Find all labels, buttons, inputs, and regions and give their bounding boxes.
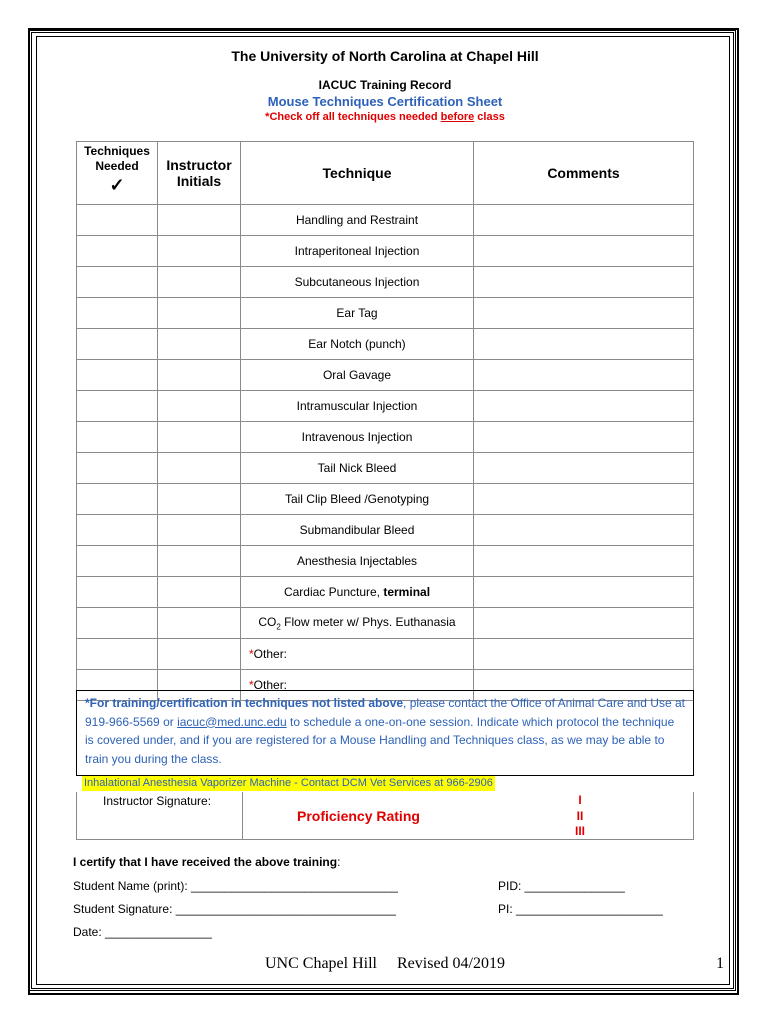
needed-checkbox-cell[interactable] [77, 360, 158, 391]
table-row [77, 453, 694, 484]
technique-cell: *Other: [241, 670, 474, 701]
needed-checkbox-cell[interactable] [77, 422, 158, 453]
comments-cell[interactable] [474, 639, 694, 670]
table-row [77, 236, 694, 267]
university-title: The University of North Carolina at Chapel Hill [231, 48, 539, 64]
table-row [77, 422, 694, 453]
comments-cell[interactable] [474, 298, 694, 329]
col-needed-header: Techniques Needed ✓ [77, 142, 158, 205]
level-1: I [578, 793, 582, 807]
technique-cell: Tail Clip Bleed /Genotyping [241, 484, 474, 515]
initials-cell[interactable] [158, 205, 241, 236]
footer-text: UNC Chapel Hill Revised 04/2019 [265, 955, 505, 972]
needed-checkbox-cell[interactable] [77, 577, 158, 608]
needed-checkbox-cell[interactable] [77, 391, 158, 422]
technique-cell: Intramuscular Injection [241, 391, 474, 422]
needed-checkbox-cell[interactable] [77, 608, 158, 639]
comments-cell[interactable] [474, 205, 694, 236]
sheet-title: Mouse Techniques Certification Sheet [267, 94, 503, 109]
col-comments-header: Comments [474, 142, 694, 205]
level-3: III [574, 824, 585, 838]
proficiency-levels [560, 793, 600, 840]
checkmark-icon: ✓ [109, 175, 125, 195]
table-row [77, 267, 694, 298]
pi-field[interactable]: PI: ______________________ [498, 902, 663, 916]
comments-cell[interactable] [474, 422, 694, 453]
instructor-signature-label: Instructor Signature: [103, 794, 212, 808]
needed-checkbox-cell[interactable] [77, 236, 158, 267]
training-note: *For training/certification in techniques not listed above, please contact the Office of Animal Care and Use at 919-966-5569 or iacuc@med.unc.edu to schedule a one-on-one session. Indicate which protocol the technique is covered under, and if you are registered for a Mouse Handling and Techniques class, as we may be able to train you during the class. [76, 690, 694, 776]
technique-cell: Ear Tag [241, 298, 474, 329]
needed-checkbox-cell[interactable] [77, 484, 158, 515]
table-row [77, 577, 694, 608]
comments-cell[interactable] [474, 236, 694, 267]
comments-cell[interactable] [474, 515, 694, 546]
table-header-row [77, 142, 694, 205]
record-title: IACUC Training Record [318, 78, 452, 92]
student-name-field[interactable]: Student Name (print): _______________________________ [73, 879, 398, 893]
initials-cell[interactable] [158, 546, 241, 577]
comments-cell[interactable] [474, 267, 694, 298]
comments-cell[interactable] [474, 484, 694, 515]
table-row [77, 546, 694, 577]
comments-cell[interactable] [474, 608, 694, 639]
col-initials-header: Instructor Initials [158, 142, 241, 205]
initials-cell[interactable] [158, 329, 241, 360]
techniques-table [76, 141, 694, 701]
initials-cell[interactable] [158, 391, 241, 422]
technique-cell: Intravenous Injection [241, 422, 474, 453]
table-row [77, 391, 694, 422]
technique-cell: Subcutaneous Injection [241, 267, 474, 298]
technique-cell: Ear Notch (punch) [241, 329, 474, 360]
technique-cell: $CO_2$ Flow meter w/ Phys. Euthanasia [241, 608, 474, 639]
initials-cell[interactable] [158, 360, 241, 391]
instruction: *Check off all techniques needed before class [265, 111, 505, 123]
date-field[interactable]: Date: ________________ [73, 925, 212, 939]
page-number: 1 [716, 955, 724, 972]
proficiency-rating: Proficiency Rating [297, 808, 420, 824]
needed-checkbox-cell[interactable] [77, 205, 158, 236]
initials-cell[interactable] [158, 577, 241, 608]
table-row [77, 329, 694, 360]
level-2: II [576, 808, 584, 823]
table-row [77, 515, 694, 546]
needed-checkbox-cell[interactable] [77, 639, 158, 670]
technique-cell: Oral Gavage [241, 360, 474, 391]
initials-cell[interactable] [158, 267, 241, 298]
student-signature-field[interactable]: Student Signature: _________________________________ [73, 902, 396, 916]
comments-cell[interactable] [474, 453, 694, 484]
table-row [77, 608, 694, 639]
needed-checkbox-cell[interactable] [77, 546, 158, 577]
technique-cell: Anesthesia Injectables [241, 546, 474, 577]
comments-cell[interactable] [474, 329, 694, 360]
table-row [77, 484, 694, 515]
initials-cell[interactable] [158, 515, 241, 546]
technique-cell: *Other: [241, 639, 474, 670]
technique-cell: Cardiac Puncture, terminal [241, 577, 474, 608]
initials-cell[interactable] [158, 236, 241, 267]
technique-cell: Tail Nick Bleed [241, 453, 474, 484]
inhalational-note: Inhalational Anesthesia Vaporizer Machine - Contact DCM Vet Services at 966-2906 [84, 777, 493, 789]
initials-cell[interactable] [158, 639, 241, 670]
initials-cell[interactable] [158, 608, 241, 639]
initials-cell[interactable] [158, 484, 241, 515]
needed-checkbox-cell[interactable] [77, 329, 158, 360]
initials-cell[interactable] [158, 298, 241, 329]
comments-cell[interactable] [474, 546, 694, 577]
technique-cell: Intraperitoneal Injection [241, 236, 474, 267]
needed-checkbox-cell[interactable] [77, 453, 158, 484]
needed-checkbox-cell[interactable] [77, 298, 158, 329]
comments-cell[interactable] [474, 360, 694, 391]
table-row [77, 298, 694, 329]
comments-cell[interactable] [474, 391, 694, 422]
certify-statement: I certify that I have received the above training: [73, 855, 341, 869]
table-row [77, 205, 694, 236]
email-link[interactable]: iacuc@med.unc.edu [177, 714, 287, 729]
initials-cell[interactable] [158, 453, 241, 484]
technique-cell: Submandibular Bleed [241, 515, 474, 546]
technique-cell: Handling and Restraint [241, 205, 474, 236]
pid-field[interactable]: PID: _______________ [498, 879, 625, 893]
col-technique-header: Technique [241, 142, 474, 205]
comments-cell[interactable] [474, 577, 694, 608]
needed-checkbox-cell[interactable] [77, 267, 158, 298]
needed-checkbox-cell[interactable] [77, 515, 158, 546]
table-row [77, 639, 694, 670]
table-row [77, 360, 694, 391]
initials-cell[interactable] [158, 422, 241, 453]
